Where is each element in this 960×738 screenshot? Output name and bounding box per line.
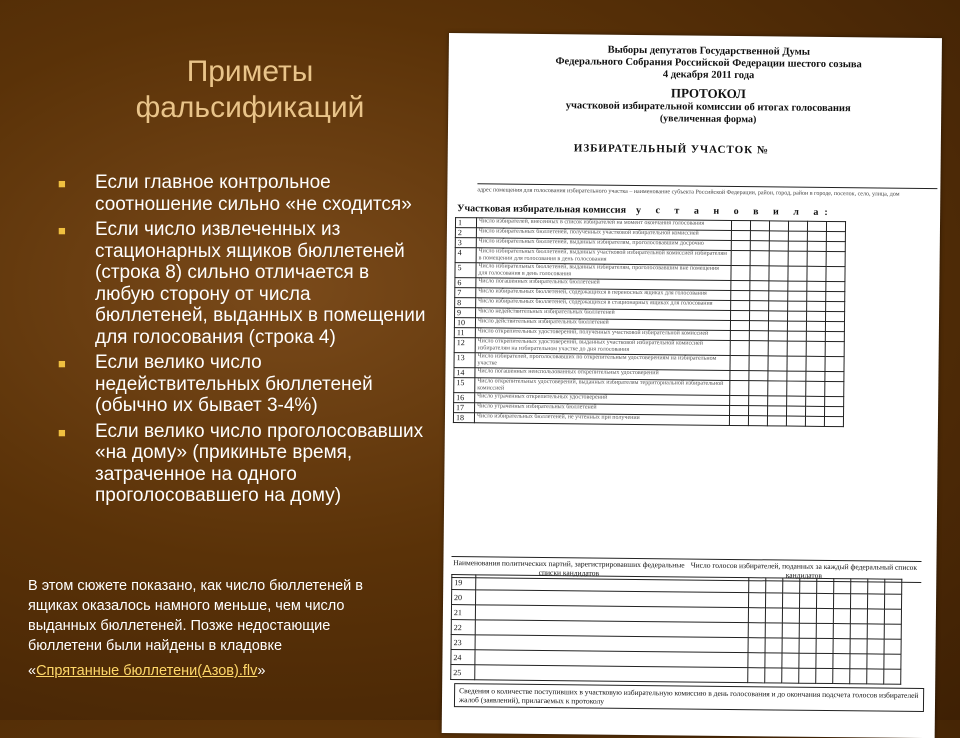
digit-cell	[826, 291, 845, 301]
digit-cell	[788, 231, 807, 241]
row-number: 10	[454, 318, 475, 328]
slide-title	[120, 54, 380, 126]
digit-cell	[826, 231, 845, 241]
digit-cell	[826, 241, 845, 251]
digit-cell	[807, 311, 826, 321]
row-number: 12	[454, 338, 475, 353]
digit-cell	[825, 396, 844, 406]
digit-cell	[768, 406, 787, 416]
digit-cell	[884, 609, 901, 624]
video-link-line: «Спрятанные бюллетени(Азов).flv»	[28, 663, 266, 679]
digit-cell	[816, 608, 833, 623]
bullet-square-icon: ■	[58, 176, 66, 191]
digit-cell	[749, 371, 768, 381]
digit-cell	[731, 240, 750, 250]
digit-cell	[748, 653, 765, 668]
digit-cell	[850, 669, 867, 684]
digit-cell	[769, 231, 788, 241]
digit-cell	[788, 251, 807, 266]
digit-cell	[833, 639, 850, 654]
digit-cell	[833, 669, 850, 684]
digit-cell	[805, 416, 824, 426]
party-votes-table	[450, 574, 902, 685]
row-label: Число избирателей, проголосовавших по открепительным удостоверениям на избирательном участке	[475, 353, 730, 371]
bullet-square-icon: ■	[58, 356, 66, 371]
row-label: Число погашенных избирательных бюллетеней	[476, 278, 731, 291]
protocol-rows-table	[453, 217, 846, 427]
row-number: 4	[455, 248, 476, 263]
digit-cell	[768, 356, 787, 371]
digit-cell	[782, 653, 799, 668]
row-number: 8	[455, 298, 476, 308]
row-number: 13	[454, 353, 475, 368]
digit-cell	[748, 593, 765, 608]
digit-cell	[782, 608, 799, 623]
digit-cell	[765, 593, 782, 608]
digit-cell	[783, 578, 800, 593]
row-number: 3	[455, 238, 476, 248]
digit-cell	[782, 593, 799, 608]
digit-cell	[748, 638, 765, 653]
digit-cell	[768, 396, 787, 406]
digit-cell	[768, 341, 787, 356]
row-label: Число избирательных бюллетеней, содержащихся в переносных ящиках для голосования	[476, 288, 731, 301]
digit-cell	[867, 609, 884, 624]
digit-cell	[749, 396, 768, 406]
digit-cell	[816, 653, 833, 668]
digit-cell	[826, 251, 845, 266]
digit-cell	[825, 381, 844, 396]
digit-cell	[826, 221, 845, 231]
digit-cell	[884, 624, 901, 639]
row-label: Число избирательных бюллетеней, выданных избирателям, проголосовавшим досрочно	[476, 238, 731, 251]
row-label: Число недействительных избирательных бюллетеней	[476, 308, 731, 321]
digit-cell	[817, 578, 834, 593]
row-number: 11	[454, 328, 475, 338]
digit-cell	[806, 341, 825, 356]
digit-cell	[731, 250, 750, 265]
digit-cell	[731, 265, 750, 280]
digit-cell	[816, 638, 833, 653]
digit-cell	[730, 395, 749, 405]
digit-cell	[765, 638, 782, 653]
title-line-2: фальсификаций	[135, 91, 365, 124]
protocol-header: Выборы депутатов Государственной Думы Федерального Собрания Российской Федерации шестого созыва 4 декабря 2011 года ПРОТОКОЛ участковой избирательной комиссии об итогах голосования (увеличенная форма)	[555, 44, 862, 126]
digit-cell	[787, 356, 806, 371]
digit-cell	[730, 380, 749, 395]
digit-cell	[833, 594, 850, 609]
digit-cell	[787, 371, 806, 381]
digit-cell	[788, 301, 807, 311]
digit-cell	[731, 230, 750, 240]
row-number: 16	[454, 393, 475, 403]
digit-cell	[782, 623, 799, 638]
digit-cell	[769, 311, 788, 321]
digit-cell	[787, 321, 806, 331]
digit-cell	[816, 623, 833, 638]
digit-cell	[786, 416, 805, 426]
row-number: 17	[454, 403, 475, 413]
digit-cell	[731, 290, 750, 300]
digit-cell	[825, 371, 844, 381]
digit-cell	[800, 578, 817, 593]
digit-cell	[867, 639, 884, 654]
digit-cell	[825, 331, 844, 341]
bullet-item: ■ Если велико число проголосовавших «на дому» (прикиньте время, затраченное на одного проголосовавшего на дому)	[58, 420, 424, 506]
row-label: Число избирательных бюллетеней, содержащихся в стационарных ящиках для голосования	[476, 298, 731, 311]
digit-cell	[806, 371, 825, 381]
digit-cell	[749, 331, 768, 341]
digit-cell	[731, 300, 750, 310]
digit-cell	[749, 341, 768, 356]
digit-cell	[748, 623, 765, 638]
digit-cell	[788, 241, 807, 251]
title-line-1: Приметы	[186, 55, 314, 88]
digit-cell	[750, 311, 769, 321]
digit-cell	[769, 266, 788, 281]
digit-cell	[806, 356, 825, 371]
digit-cell	[868, 579, 885, 594]
digit-cell	[807, 291, 826, 301]
row-number: 23	[451, 635, 475, 650]
row-number: 5	[455, 263, 476, 278]
row-label: Число избирательных бюллетеней, не учтенных при получении	[474, 413, 729, 426]
digit-cell	[768, 321, 787, 331]
digit-cell	[730, 330, 749, 340]
bullet-item: ■ Если главное контрольное соотношение сильно «не сходится»	[58, 172, 412, 215]
row-number: 20	[452, 590, 476, 605]
digit-cell	[850, 639, 867, 654]
digit-cell	[799, 668, 816, 683]
digit-cell	[867, 594, 884, 609]
story-note: В этом сюжете показано, как число бюллетеней в ящиках оказалось намного меньше, чем число выданных бюллетеней. Позже недостающие бюллетени были найдены в кладовке	[28, 578, 363, 654]
digit-cell	[731, 280, 750, 290]
row-number: 15	[454, 378, 475, 393]
row-number: 25	[451, 665, 475, 680]
digit-cell	[884, 654, 901, 669]
row-label: Число избирательных бюллетеней, выданных участковой избирательной комиссией избирателям в помещении для голосования в день голосования	[476, 248, 731, 266]
digit-cell	[788, 266, 807, 281]
digit-cell	[750, 241, 769, 251]
digit-cell	[749, 321, 768, 331]
digit-cell	[867, 624, 884, 639]
digit-cell	[799, 638, 816, 653]
digit-cell	[807, 231, 826, 241]
digit-cell	[799, 653, 816, 668]
bullet-list	[58, 172, 428, 511]
digit-cell	[787, 396, 806, 406]
digit-cell	[749, 406, 768, 416]
digit-cell	[807, 281, 826, 291]
digit-cell	[833, 609, 850, 624]
digit-cell	[765, 623, 782, 638]
digit-cell	[799, 593, 816, 608]
digit-cell	[750, 291, 769, 301]
complaints-note: Сведения о количестве поступивших в участковую избирательную комиссию в день голосования и до окончания подсчета голосов избирателей жалоб (заявлений), прилагаемых к протоколу	[454, 683, 924, 712]
digit-cell	[769, 291, 788, 301]
digit-cell	[748, 416, 767, 426]
digit-cell	[826, 281, 845, 291]
digit-cell	[731, 310, 750, 320]
digit-cell	[806, 381, 825, 396]
digit-cell	[731, 220, 750, 230]
digit-cell	[748, 668, 765, 683]
digit-cell	[799, 623, 816, 638]
polling-station-label: ИЗБИРАТЕЛЬНЫЙ УЧАСТОК №	[573, 142, 770, 157]
digit-cell	[749, 356, 768, 371]
digit-cell	[730, 370, 749, 380]
digit-cell	[834, 579, 851, 594]
row-number: 21	[451, 605, 475, 620]
digit-cell	[765, 608, 782, 623]
digit-cell	[825, 321, 844, 331]
row-number: 22	[451, 620, 475, 635]
digit-cell	[729, 415, 748, 425]
digit-cell	[806, 406, 825, 416]
bullet-item: ■ Если число извлеченных из стационарных ящиков бюллетеней (строка 8) сильно отличается в любую сторону от числа бюллетеней, выданных в помещении для голосования (строка 4)	[58, 219, 426, 348]
digit-cell	[750, 231, 769, 241]
digit-cell	[749, 578, 766, 593]
row-label: Число избирательных бюллетеней, выданных избирателям, проголосовавшим вне помещения для голосования в день голосования	[476, 263, 731, 281]
address-note: адрес помещения для голосования избирательного участка – наименование субъекта Российской Федерации, район, город, район в городе, поселок, село, улица, дом	[477, 187, 900, 198]
digit-cell	[750, 266, 769, 281]
row-number: 2	[455, 228, 476, 238]
digit-cell	[769, 301, 788, 311]
digit-cell	[730, 340, 749, 355]
digit-cell	[850, 594, 867, 609]
digit-cell	[850, 654, 867, 669]
row-number: 24	[451, 650, 475, 665]
digit-cell	[769, 251, 788, 266]
digit-cell	[750, 221, 769, 231]
bullet-item: ■ Если велико число недействительных бюллетеней (обычно их бывает 3-4%)	[58, 352, 373, 416]
digit-cell	[750, 251, 769, 266]
digit-cell	[787, 406, 806, 416]
digit-cell	[788, 221, 807, 231]
digit-cell	[884, 594, 901, 609]
row-label: Число открепительных удостоверений, выданных избирателям территориальной избирательной комиссией	[475, 378, 730, 396]
digit-cell	[765, 668, 782, 683]
digit-cell	[826, 266, 845, 281]
digit-cell	[816, 593, 833, 608]
digit-cell	[806, 331, 825, 341]
digit-cell	[787, 331, 806, 341]
digit-cell	[867, 654, 884, 669]
digit-cell	[750, 281, 769, 291]
digit-cell	[730, 355, 749, 370]
digit-cell	[833, 654, 850, 669]
digit-cell	[850, 609, 867, 624]
digit-cell	[807, 251, 826, 266]
row-label: Число погашенных неиспользованных открепительных удостоверений	[475, 368, 730, 381]
row-number: 18	[453, 413, 474, 423]
digit-cell	[825, 341, 844, 356]
digit-cell	[769, 281, 788, 291]
digit-cell	[885, 579, 902, 594]
digit-cell	[767, 416, 786, 426]
row-number: 1	[455, 218, 476, 228]
row-label: Число открепительных удостоверений, полученных участковой избирательной комиссией	[475, 328, 730, 341]
digit-cell	[807, 221, 826, 231]
digit-cell	[768, 331, 787, 341]
digit-cell	[768, 371, 787, 381]
row-label: Число утраченных избирательных бюллетеней	[475, 403, 730, 416]
digit-cell	[807, 266, 826, 281]
digit-cell	[825, 406, 844, 416]
digit-cell	[851, 579, 868, 594]
digit-cell	[730, 320, 749, 330]
row-number: 6	[455, 278, 476, 288]
digit-cell	[749, 381, 768, 396]
digit-cell	[787, 341, 806, 356]
digit-cell	[730, 405, 749, 415]
digit-cell	[816, 668, 833, 683]
digit-cell	[769, 221, 788, 231]
digit-cell	[788, 311, 807, 321]
video-link[interactable]: Спрятанные бюллетени(Азов).flv	[36, 663, 258, 679]
digit-cell	[825, 356, 844, 371]
row-label: Число избирательных бюллетеней, полученных участковой избирательной комиссией	[476, 228, 731, 241]
digit-cell	[782, 638, 799, 653]
digit-cell	[769, 241, 788, 251]
digit-cell	[867, 669, 884, 684]
row-number: 19	[452, 575, 476, 590]
party-name-cell	[475, 665, 748, 683]
row-label: Число утраченных открепительных удостоверений	[475, 393, 730, 406]
bullet-square-icon: ■	[58, 223, 66, 238]
digit-cell	[807, 241, 826, 251]
digit-cell	[884, 639, 901, 654]
row-number: 7	[455, 288, 476, 298]
row-number: 14	[454, 368, 475, 378]
digit-cell	[824, 416, 843, 426]
digit-cell	[766, 578, 783, 593]
digit-cell	[788, 291, 807, 301]
digit-cell	[787, 381, 806, 396]
row-label: Число избирателей, внесенных в список избирателей на момент окончания голосования	[476, 218, 731, 231]
digit-cell	[850, 624, 867, 639]
digit-cell	[825, 311, 844, 321]
digit-cell	[750, 301, 769, 311]
digit-cell	[788, 281, 807, 291]
digit-cell	[799, 608, 816, 623]
protocol-document	[442, 33, 942, 738]
bullet-square-icon: ■	[58, 424, 66, 440]
row-label: Число открепительных удостоверений, выданных участковой избирательной комиссией избирателям на избирательном участке до дня голосования	[475, 338, 730, 356]
digit-cell	[765, 653, 782, 668]
digit-cell	[748, 608, 765, 623]
digit-cell	[884, 669, 901, 684]
digit-cell	[833, 624, 850, 639]
digit-cell	[768, 381, 787, 396]
digit-cell	[806, 321, 825, 331]
digit-cell	[807, 301, 826, 311]
row-label: Число действительных избирательных бюллетеней	[475, 318, 730, 331]
commission-label: Участковая избирательная комиссия у с т а н о в и л а:	[457, 203, 834, 219]
digit-cell	[782, 668, 799, 683]
parties-section-header: Наименования политических партий, зарегистрировавших федеральные списки кандидатов Число голосов избирателей, поданных за каждый федеральный список кандидатов	[451, 556, 921, 583]
row-number: 9	[455, 308, 476, 318]
digit-cell	[806, 396, 825, 406]
digit-cell	[826, 301, 845, 311]
